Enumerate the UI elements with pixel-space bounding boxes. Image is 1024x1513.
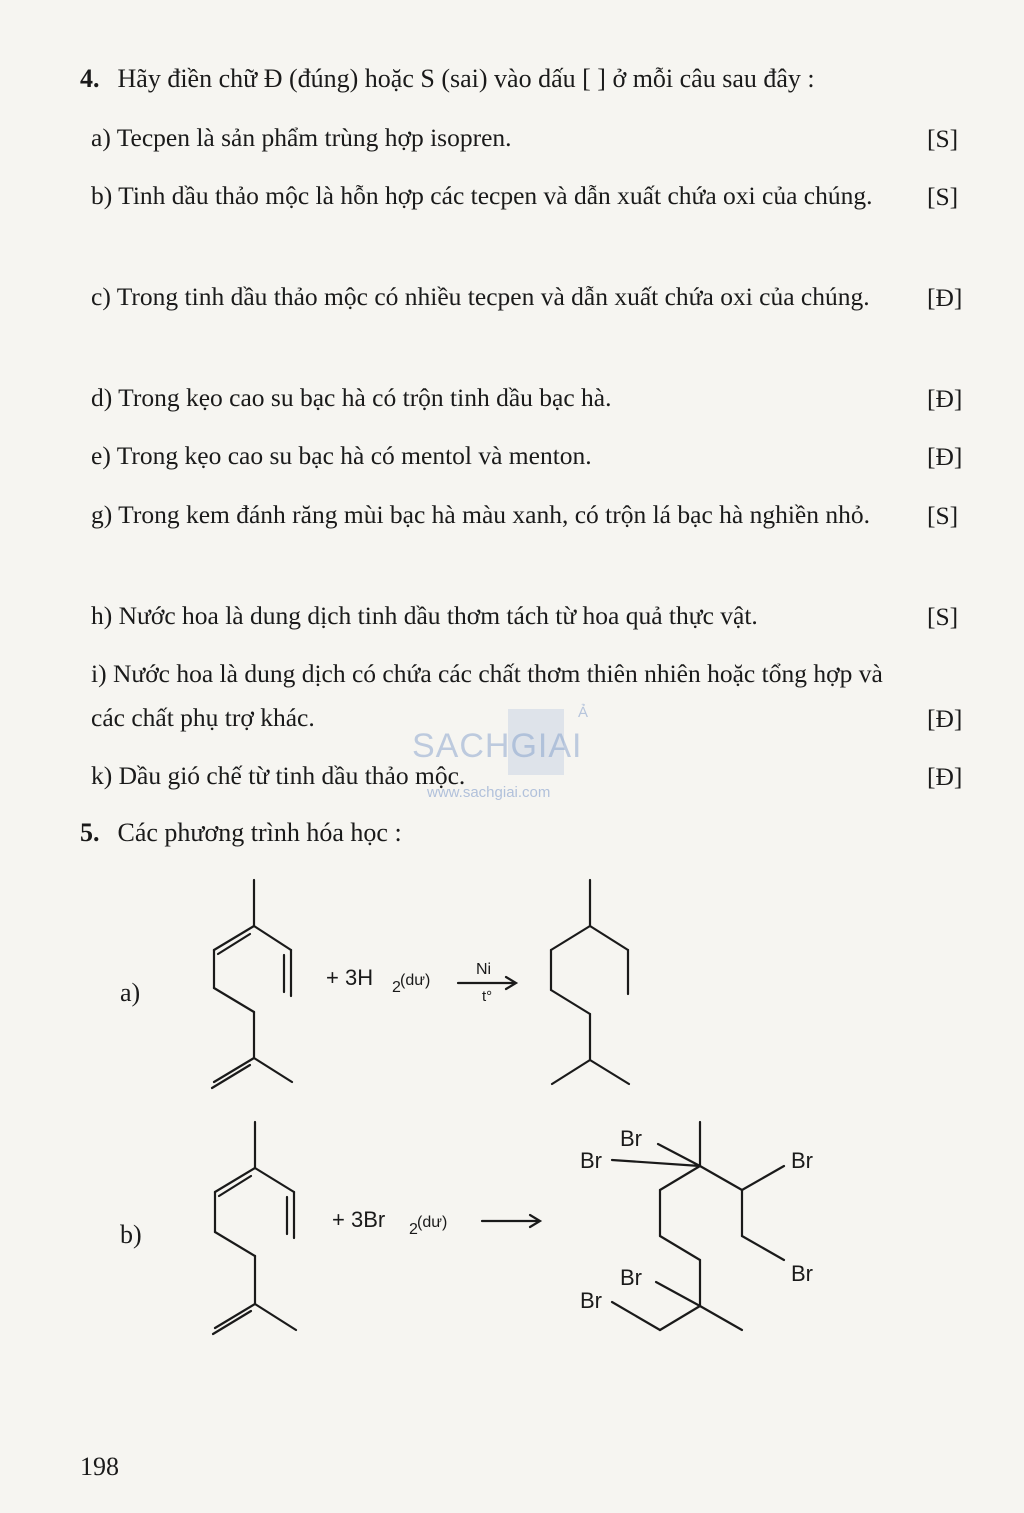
svg-text:Br: Br (620, 1126, 642, 1151)
answer-k: [Đ] (927, 762, 963, 791)
svg-text:+ 3H: + 3H (326, 965, 374, 990)
myrcene-structure-a (212, 880, 292, 1088)
equation-a-label: a) (120, 978, 141, 1007)
answer-c: [Đ] (927, 283, 963, 312)
svg-text:(dư): (dư) (400, 972, 431, 989)
statement-h: h) Nước hoa là dung dịch tinh dầu thơm tách từ hoa quả thực vật. (91, 601, 758, 630)
answer-h: [S] (927, 602, 959, 631)
statement-d: d) Trong kẹo cao su bạc hà có trộn tinh dầu bạc hà. (91, 383, 612, 412)
condition-label: t° (482, 988, 493, 1005)
svg-text:Br: Br (580, 1148, 602, 1173)
myrcene-structure-b (213, 1122, 296, 1334)
answer-d: [Đ] (927, 384, 963, 413)
svg-text:2: 2 (392, 979, 401, 996)
bromine-labels (580, 1126, 813, 1313)
equation-b-label: b) (120, 1220, 142, 1249)
watermark-accent: Ả (578, 704, 591, 721)
question-prompt: Các phương trình hóa học : (117, 818, 402, 847)
svg-text:2: 2 (409, 1221, 418, 1238)
answer-g: [S] (927, 501, 959, 530)
svg-text:Br: Br (791, 1148, 813, 1173)
answer-i: [Đ] (927, 704, 963, 733)
page-number: 198 (80, 1452, 119, 1481)
svg-text:Br: Br (580, 1288, 602, 1313)
statement-i: i) Nước hoa là dung dịch có chứa các chất thơm thiên nhiên hoặc tổng hợp và các chất phụ trợ khác. (91, 659, 883, 732)
svg-text:+ 3Br: + 3Br (332, 1207, 386, 1232)
reagent-a (326, 965, 430, 996)
question-number: 4. (80, 64, 100, 93)
statement-c: c) Trong tinh dầu thảo mộc có nhiều tecpen và dẫn xuất chứa oxi của chúng. (91, 282, 870, 311)
product-structure-b (612, 1122, 784, 1330)
answer-b: [S] (927, 182, 959, 211)
statement-k: k) Dầu gió chế từ tinh dầu thảo mộc. (91, 761, 466, 790)
svg-text:(dư): (dư) (417, 1214, 448, 1231)
statement-a: a) Tecpen là sản phẩm trùng hợp isopren. (91, 123, 512, 152)
reagent-b (332, 1207, 447, 1238)
question-prompt: Hãy điền chữ Đ (đúng) hoặc S (sai) vào dấu [ ] ở mỗi câu sau đây : (117, 64, 815, 93)
statement-e: e) Trong kẹo cao su bạc hà có mentol và menton. (91, 441, 592, 470)
watermark-url: www.sachgiai.com (427, 784, 551, 801)
statement-b: b) Tinh dầu thảo mộc là hỗn hợp các tecpen và dẫn xuất chứa oxi của chúng. (91, 181, 873, 210)
svg-text:Br: Br (620, 1265, 642, 1290)
watermark-brand: SACHGIAI (412, 727, 583, 765)
statement-g: g) Trong kem đánh răng mùi bạc hà màu xanh, có trộn lá bạc hà nghiền nhỏ. (91, 500, 870, 529)
catalyst-label: Ni (476, 961, 492, 978)
answer-e: [Đ] (927, 442, 963, 471)
svg-text:Br: Br (791, 1261, 813, 1286)
answer-a: [S] (927, 124, 959, 153)
question-number: 5. (80, 818, 100, 847)
product-structure-a (551, 880, 629, 1084)
